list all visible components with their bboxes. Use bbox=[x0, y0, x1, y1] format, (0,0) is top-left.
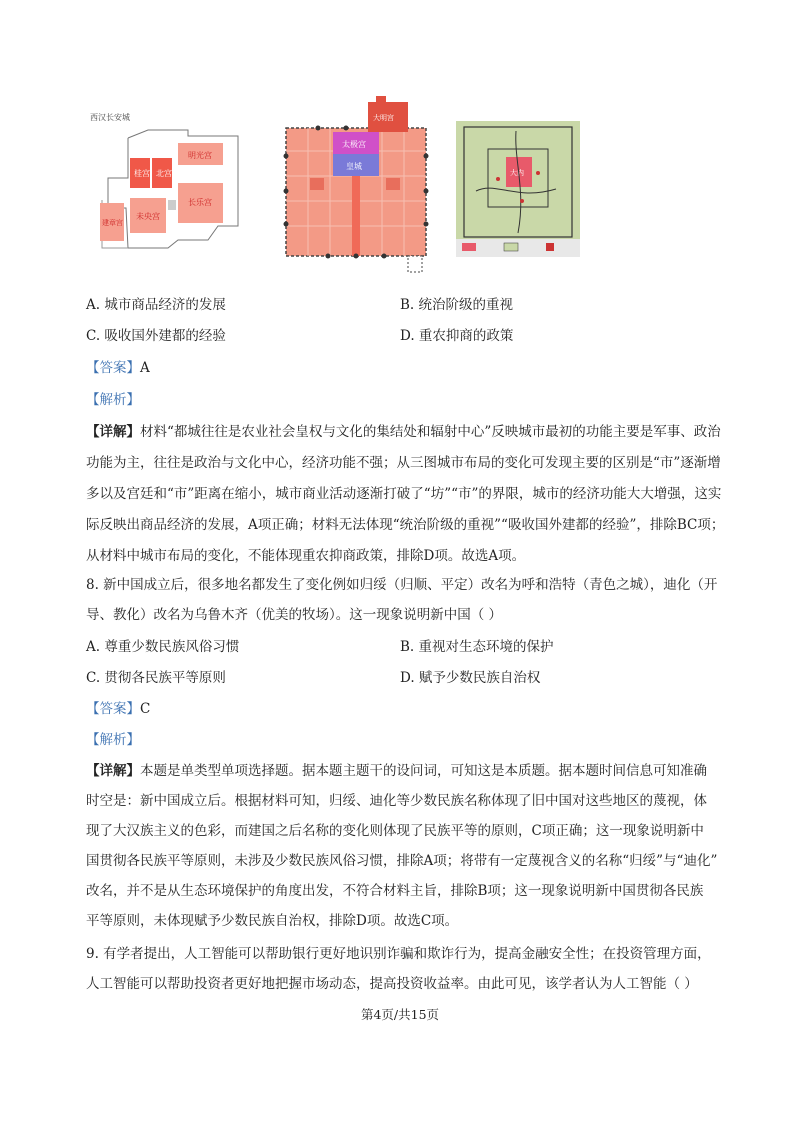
q8-detail-line-6: 平等原则，未体现赋予少数民族自治权，排除D项。故选C项。 bbox=[86, 913, 459, 929]
map1-title: 西汉长安城 bbox=[90, 113, 130, 122]
svg-text:未央宫: 未央宫 bbox=[136, 212, 160, 221]
q7-analysis-tag: 【解析】 bbox=[86, 392, 140, 408]
q8-option-b: B. 重视对生态环境的保护 bbox=[400, 639, 554, 655]
svg-text:明光宫: 明光宫 bbox=[188, 151, 212, 160]
q7-answer: A bbox=[140, 360, 150, 376]
q8-detail-line-5: 改名，并不是从生态环境保护的角度出发，不符合材料主旨，排除B项；这一现象说明新中国贯彻各民族 bbox=[86, 883, 704, 899]
page-footer: 第4页/共15页 bbox=[360, 1007, 440, 1022]
q8-detail-line-3: 现了大汉族主义的色彩，而建国之后名称的变化则体现了民族平等的原则，C项正确；这一现象说明新中 bbox=[86, 823, 704, 839]
svg-text:长乐宫: 长乐宫 bbox=[188, 198, 212, 207]
q8-answer-row bbox=[86, 700, 150, 718]
q9-stem-line-1: 9. 有学者提出，人工智能可以帮助银行更好地识别诈骗和欺诈行为，提高金融安全性；在投资管理方面， bbox=[86, 946, 711, 962]
svg-text:大内: 大内 bbox=[510, 169, 524, 177]
map-tang-changan bbox=[258, 96, 448, 276]
q8-answer: C bbox=[140, 701, 151, 717]
q7-detail-line-5: 从材料中城市布局的变化，不能体现重农抑商政策，排除D项。故选A项。 bbox=[86, 548, 526, 564]
q8-option-c: C. 贯彻各民族平等原则 bbox=[86, 670, 226, 686]
q7-detail-tag: 【详解】 bbox=[86, 424, 140, 440]
map-song-kaifeng bbox=[456, 121, 580, 257]
svg-text:建章宫: 建章宫 bbox=[102, 219, 123, 227]
q9-stem-line-2: 人工智能可以帮助投资者更好地把握市场动态，提高投资收益率。由此可见，该学者认为人工智能（ ） bbox=[86, 976, 698, 992]
q8-option-a: A. 尊重少数民族风俗习惯 bbox=[86, 639, 240, 655]
q7-detail-line-4: 际反映出商品经济的发展，A项正确；材料无法体现“统治阶级的重视”“吸收国外建都的经验”，排除BC项； bbox=[86, 517, 725, 533]
q7-option-c: C. 吸收国外建都的经验 bbox=[86, 328, 226, 344]
map2-dongshi bbox=[386, 178, 400, 190]
q8-stem-line-2: 导、教化）改名为乌鲁木齐（优美的牧场）。这一现象说明新中国（ ） bbox=[86, 607, 503, 623]
q8-option-d: D. 赋予少数民族自治权 bbox=[400, 670, 541, 686]
q7-option-d: D. 重农抑商的政策 bbox=[400, 328, 514, 344]
q7-detail-line-3: 多以及宫廷和“市”距离在缩小，城市商业活动逐渐打破了“坊”“市”的界限，城市的经济功能大大增强，这实 bbox=[86, 486, 722, 502]
q7-answer-row bbox=[86, 359, 150, 377]
map-xihan-changan bbox=[88, 108, 246, 258]
q8-analysis-tag: 【解析】 bbox=[86, 732, 140, 748]
q7-detail-line-2: 功能为主，往往是政治与文化中心，经济功能不强；从三图城市布局的变化可发现主要的区别是“市”逐渐增 bbox=[86, 455, 721, 471]
svg-text:桂宫: 桂宫 bbox=[134, 169, 150, 178]
q7-detail-line-1: 【详解】材料“都城往往是农业社会皇权与文化的集结处和辐射中心”反映城市最初的功能主要是军事、政治 bbox=[86, 424, 721, 440]
svg-text:太极宫: 太极宫 bbox=[342, 140, 366, 149]
svg-text:大明宫: 大明宫 bbox=[373, 114, 394, 122]
q8-answer-tag: 【答案】 bbox=[86, 701, 140, 717]
q7-answer-tag: 【答案】 bbox=[86, 360, 140, 376]
q8-detail-line-1: 【详解】本题是单类型单项选择题。据本题主题干的设问词，可知这是本质题。据本题时间信息可知准确 bbox=[86, 763, 707, 779]
q8-detail-line-4: 国贯彻各民族平等原则，未涉及少数民族风俗习惯，排除A项；将带有一定蔑视含义的名称“归绥”与“迪化” bbox=[86, 853, 718, 869]
map2-xishi bbox=[310, 178, 324, 190]
svg-text:皇城: 皇城 bbox=[346, 162, 362, 171]
q7-option-a: A. 城市商品经济的发展 bbox=[86, 297, 226, 313]
svg-text:北宫: 北宫 bbox=[156, 169, 172, 178]
q8-detail-line-2: 时空是：新中国成立后。根据材料可知，归绥、迪化等少数民族名称体现了旧中国对这些地区的蔑视，体 bbox=[86, 793, 707, 809]
q8-stem-line-1: 8. 新中国成立后，很多地名都发生了变化例如归绥（归顺、平定）改名为呼和浩特（青色之城），迪化（开 bbox=[86, 577, 718, 593]
q8-detail-tag: 【详解】 bbox=[86, 763, 140, 779]
q7-option-b: B. 统治阶级的重视 bbox=[400, 297, 514, 313]
